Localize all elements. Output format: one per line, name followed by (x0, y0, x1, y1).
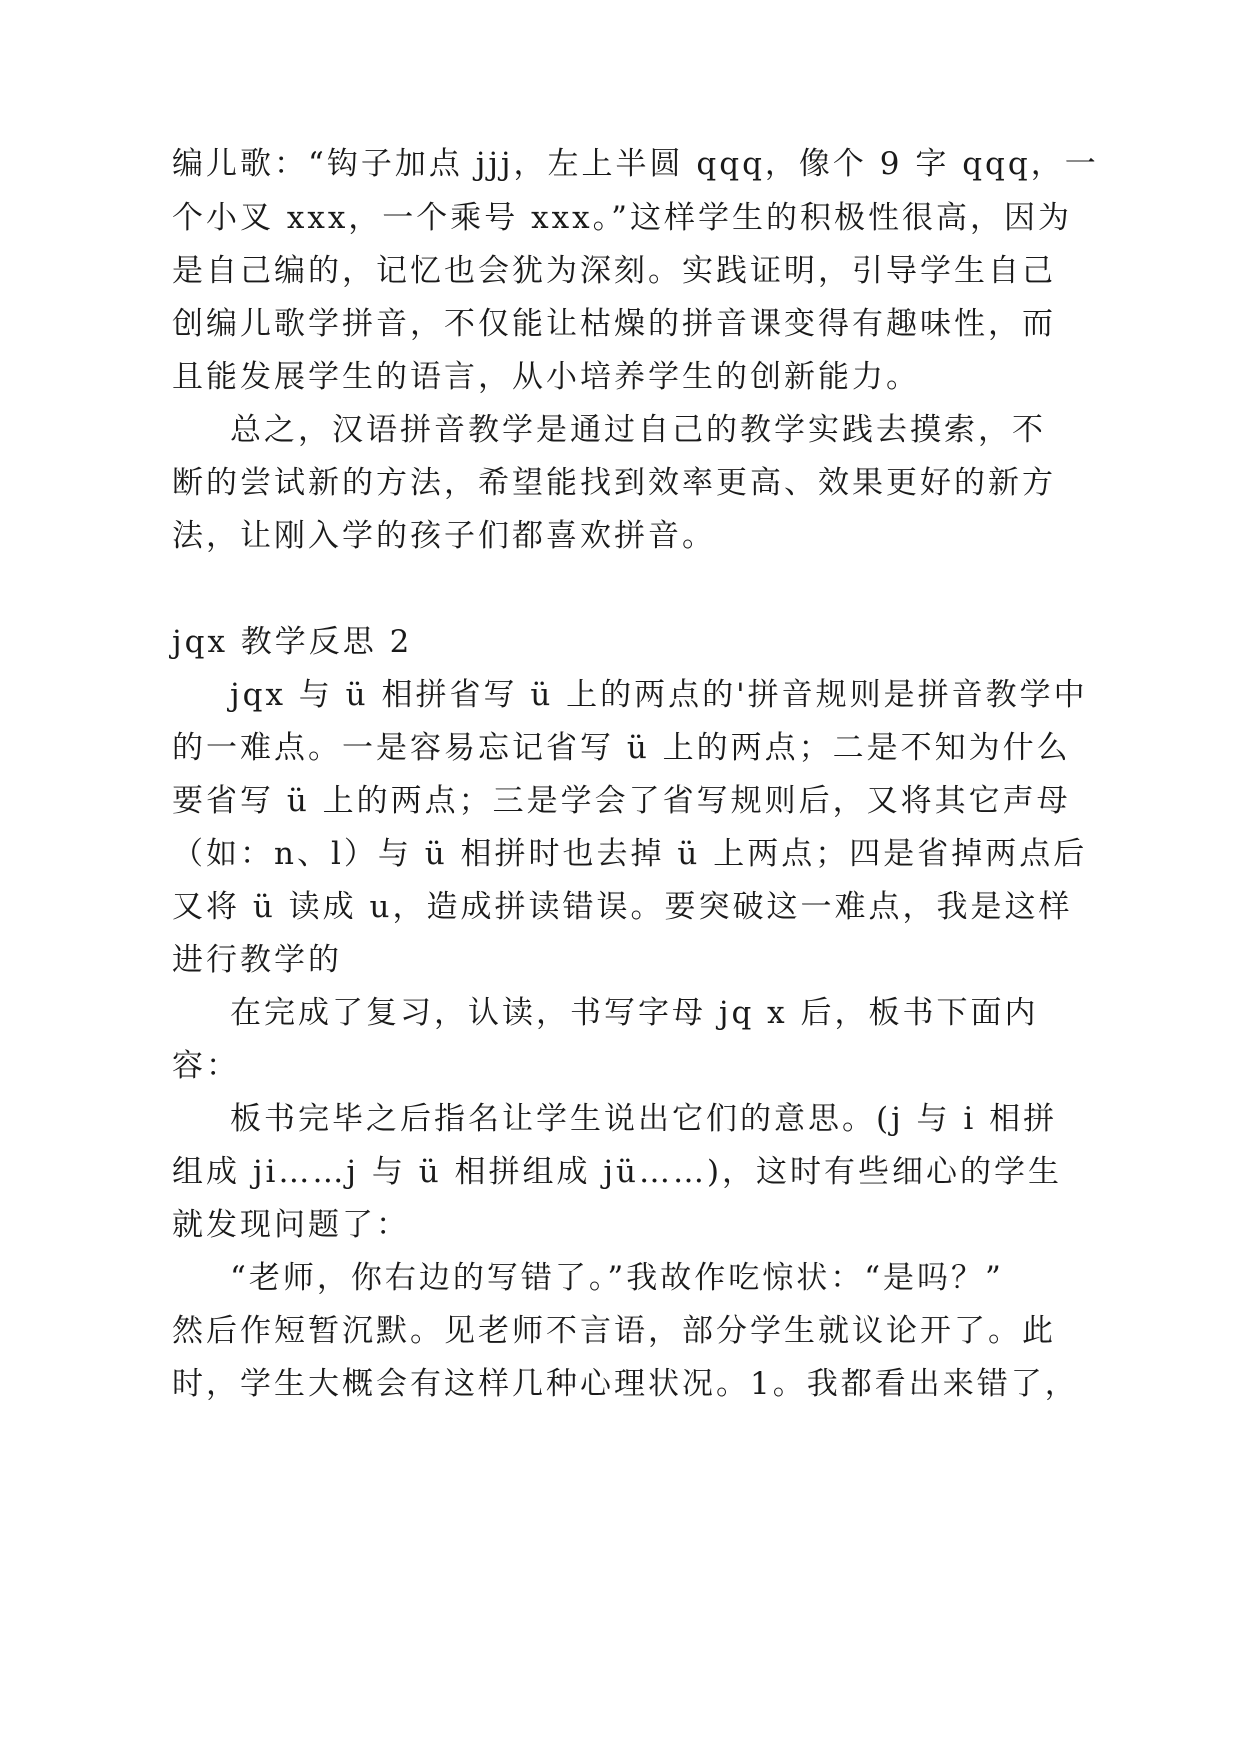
text-line: 板书完毕之后指名让学生说出它们的意思。(j 与 i 相拼 (230, 1101, 1058, 1137)
text-line: 是自己编的，记忆也会犹为深刻。实践证明，引导学生自己 (172, 253, 1056, 289)
text-line: 容： (172, 1048, 240, 1084)
text-line: 组成 ji……j 与 ü 相拼组成 jü……)，这时有些细心的学生 (172, 1154, 1063, 1190)
text-line: jqx 与 ü 相拼省写 ü 上的两点的'拼音规则是拼音教学中 (230, 677, 1088, 713)
text-line: 编儿歌：“钩子加点 jjj，左上半圆 qqq，像个 9 字 qqq，一 (172, 146, 1099, 182)
text-line: 个小叉 xxx，一个乘号 xxx。”这样学生的积极性很高，因为 (172, 200, 1072, 236)
text-line: 法，让刚入学的孩子们都喜欢拼音。 (172, 518, 716, 554)
text-line: （如：n、l）与 ü 相拼时也去掉 ü 上两点；四是省掉两点后 (172, 836, 1088, 872)
text-line: 的一难点。一是容易忘记省写 ü 上的两点；二是不知为什么 (172, 730, 1071, 766)
text-line: 时，学生大概会有这样几种心理状况。1。我都看出来错了， (172, 1366, 1079, 1402)
text-line: 在完成了复习，认读，书写字母 jq x 后，板书下面内 (230, 995, 1039, 1031)
text-line: 进行教学的 (172, 942, 342, 978)
text-line: 要省写 ü 上的两点；三是学会了省写规则后，又将其它声母 (172, 783, 1071, 819)
section-heading: jqx 教学反思 2 (172, 624, 413, 660)
text-line: “老师，你右边的写错了。”我故作吃惊状：“是吗？” (230, 1260, 1004, 1296)
text-line: 就发现问题了： (172, 1207, 410, 1243)
text-line: 断的尝试新的方法，希望能找到效率更高、效果更好的新方 (172, 465, 1056, 501)
text-line: 然后作短暂沉默。见老师不言语，部分学生就议论开了。此 (172, 1313, 1056, 1349)
text-line: 总之，汉语拼音教学是通过自己的教学实践去摸索，不 (230, 412, 1046, 448)
text-line: 又将 ü 读成 u，造成拼读错误。要突破这一难点，我是这样 (172, 889, 1073, 925)
text-line: 且能发展学生的语言，从小培养学生的创新能力。 (172, 359, 920, 395)
text-line: 创编儿歌学拼音，不仅能让枯燥的拼音课变得有趣味性，而 (172, 306, 1056, 342)
